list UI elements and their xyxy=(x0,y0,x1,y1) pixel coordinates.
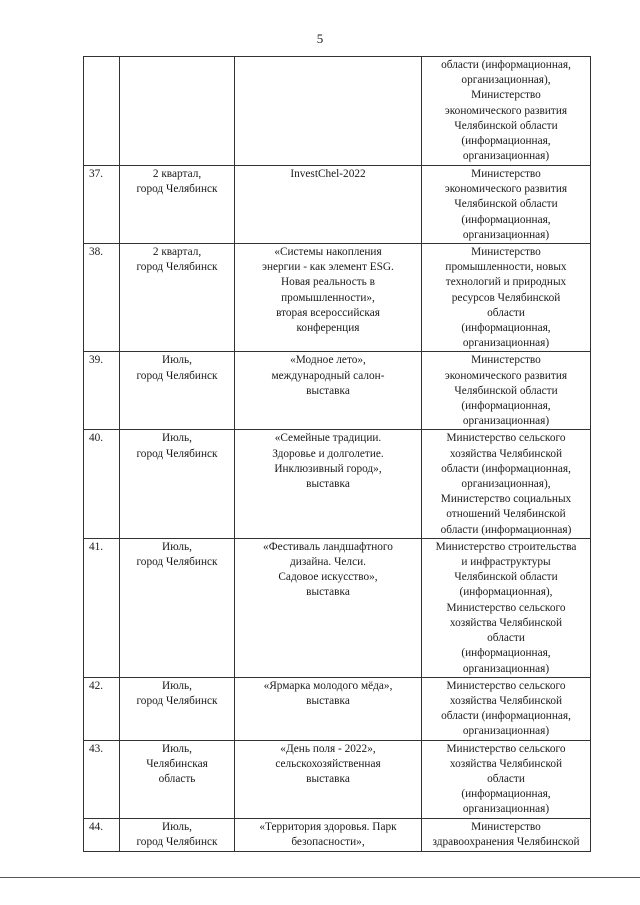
row-number-cell: 43. xyxy=(84,740,120,818)
page-number: 5 xyxy=(316,31,324,46)
row-number-cell: 44. xyxy=(84,818,120,851)
date-place-cell: Июль, город Челябинск xyxy=(120,430,235,538)
table-row xyxy=(84,166,591,244)
table-row xyxy=(84,244,591,352)
event-cell: «Семейные традиции. Здоровье и долголетие. Инклюзивный город», выставка xyxy=(235,430,422,538)
organizers-cell: Министерство сельского хозяйства Челябинской области (информационная, организационная) xyxy=(422,677,591,740)
event-cell: «Модное лето», международный салон- выставка xyxy=(235,352,422,430)
table-row xyxy=(84,57,591,166)
date-place-cell xyxy=(120,57,235,166)
event-cell: «Территория здоровья. Парк безопасности», xyxy=(235,818,422,851)
event-cell: InvestChel-2022 xyxy=(235,166,422,244)
table-row xyxy=(84,430,591,538)
organizers-cell: Министерство сельского хозяйства Челябинской области (информационная, организационная) xyxy=(422,740,591,818)
row-number-cell: 39. xyxy=(84,352,120,430)
table-row xyxy=(84,818,591,851)
organizers-cell: Министерство строительства и инфраструктуры Челябинской области (информационная), Министерство сельского хозяйства Челябинской области (информационная, организационная) xyxy=(422,538,591,677)
date-place-cell: 2 квартал, город Челябинск xyxy=(120,166,235,244)
organizers-cell: Министерство экономического развития Челябинской области (информационная, организационная) xyxy=(422,166,591,244)
table-row xyxy=(84,740,591,818)
table-row xyxy=(84,352,591,430)
organizers-cell: области (информационная, организационная), Министерство экономического развития Челябинской области (информационная, организационная) xyxy=(422,57,591,166)
date-place-cell: Июль, город Челябинск xyxy=(120,818,235,851)
date-place-cell: Июль, город Челябинск xyxy=(120,352,235,430)
date-place-cell: Июль, Челябинская область xyxy=(120,740,235,818)
event-cell: «Системы накопления энергии - как элемент ESG. Новая реальность в промышленности», вторая всероссийская конференция xyxy=(235,244,422,352)
date-place-cell: 2 квартал, город Челябинск xyxy=(120,244,235,352)
page-bottom-rule xyxy=(0,877,640,878)
row-number-cell: 40. xyxy=(84,430,120,538)
event-cell: «Ярмарка молодого мёда», выставка xyxy=(235,677,422,740)
row-number-cell: 42. xyxy=(84,677,120,740)
table-row xyxy=(84,677,591,740)
organizers-cell: Министерство промышленности, новых технологий и природных ресурсов Челябинской области (информационная, организационная) xyxy=(422,244,591,352)
organizers-cell: Министерство экономического развития Челябинской области (информационная, организационная) xyxy=(422,352,591,430)
events-table xyxy=(83,56,591,852)
date-place-cell: Июль, город Челябинск xyxy=(120,677,235,740)
events-table-body xyxy=(84,57,591,852)
row-number-cell: 37. xyxy=(84,166,120,244)
row-number-cell: 41. xyxy=(84,538,120,677)
row-number-cell xyxy=(84,57,120,166)
row-number-cell: 38. xyxy=(84,244,120,352)
table-row xyxy=(84,538,591,677)
event-cell xyxy=(235,57,422,166)
date-place-cell: Июль, город Челябинск xyxy=(120,538,235,677)
event-cell: «День поля - 2022», сельскохозяйственная выставка xyxy=(235,740,422,818)
organizers-cell: Министерство сельского хозяйства Челябинской области (информационная, организационная), Министерство социальных отношений Челябинской области (информационная) xyxy=(422,430,591,538)
event-cell: «Фестиваль ландшафтного дизайна. Челси. Садовое искусство», выставка xyxy=(235,538,422,677)
organizers-cell: Министерство здравоохранения Челябинской xyxy=(422,818,591,851)
